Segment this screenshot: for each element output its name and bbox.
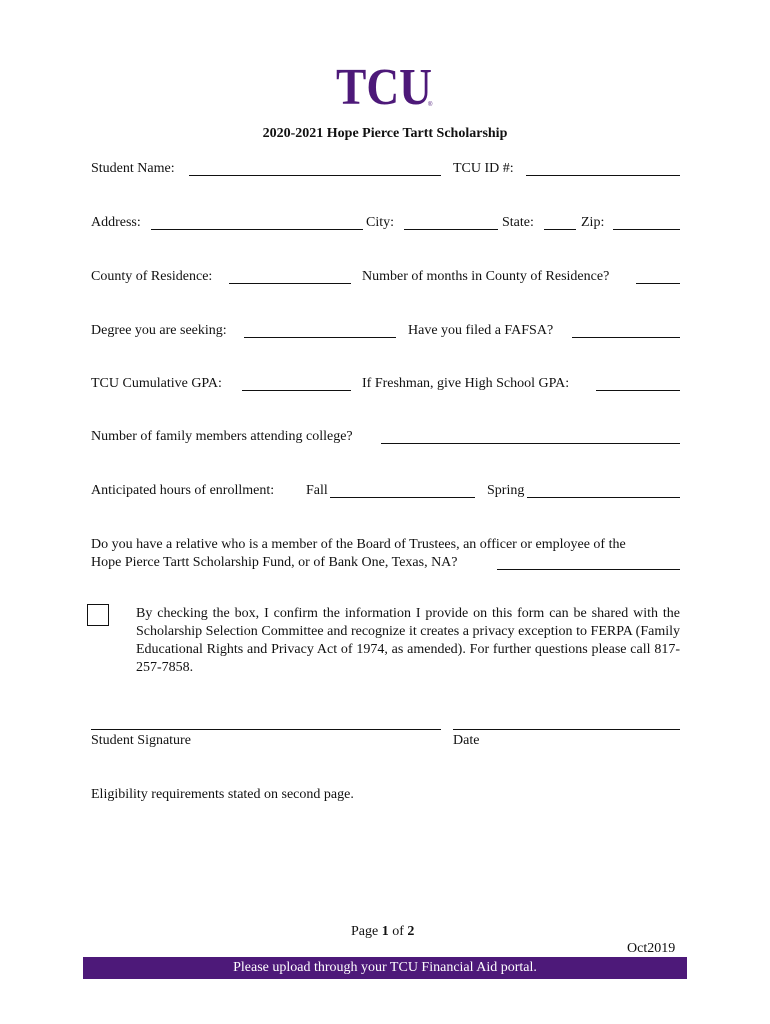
relative-question-line1: Do you have a relative who is a member of the Board of Trustees, an officer or employee of the xyxy=(91,537,626,552)
tcu-id-label: TCU ID #: xyxy=(453,161,514,176)
state-line[interactable] xyxy=(544,229,576,230)
relative-answer-line[interactable] xyxy=(497,569,680,570)
county-line[interactable] xyxy=(229,283,351,284)
page-of: of xyxy=(388,924,408,939)
page-number xyxy=(351,925,414,939)
form-title: 2020-2021 Hope Pierce Tartt Scholarship xyxy=(262,126,508,141)
months-in-county-label: Number of months in County of Residence? xyxy=(362,269,610,284)
relative-question-line2: Hope Pierce Tartt Scholarship Fund, or of Bank One, Texas, NA? xyxy=(91,555,458,570)
gpa-label: TCU Cumulative GPA: xyxy=(91,376,222,391)
consent-text: By checking the box, I confirm the information I provide on this form can be shared with the Scholarship Selection Committee and recognize it creates a privacy exception to FERPA (Family Educational Rights and Privacy Act of 1974, as amended). For further questions please call 817-257-7858. xyxy=(136,606,680,675)
spring-label: Spring xyxy=(487,483,525,498)
city-label: City: xyxy=(366,215,395,230)
state-label: State: xyxy=(502,215,534,230)
gpa-line[interactable] xyxy=(242,390,351,391)
fafsa-label: Have you filed a FAFSA? xyxy=(408,323,554,338)
footer-banner xyxy=(83,957,687,979)
hs-gpa-label: If Freshman, give High School GPA: xyxy=(362,376,570,391)
months-in-county-line[interactable] xyxy=(636,283,680,284)
student-signature-label: Student Signature xyxy=(91,733,191,748)
city-line[interactable] xyxy=(404,229,498,230)
consent-checkbox[interactable] xyxy=(87,604,109,626)
revision-date: Oct2019 xyxy=(627,941,676,956)
page-total: 2 xyxy=(407,924,415,939)
address-line[interactable] xyxy=(151,229,363,230)
address-label: Address: xyxy=(91,215,141,230)
student-signature-line[interactable] xyxy=(91,729,441,730)
tcu-logo xyxy=(336,60,434,110)
family-members-label: Number of family members attending college? xyxy=(91,429,353,444)
eligibility-note: Eligibility requirements stated on second page. xyxy=(91,787,354,802)
tcu-logo-text: TCU xyxy=(336,60,432,110)
degree-label: Degree you are seeking: xyxy=(91,323,227,338)
page-prefix: Page xyxy=(351,924,382,939)
date-line[interactable] xyxy=(453,729,680,730)
hs-gpa-line[interactable] xyxy=(596,390,680,391)
degree-line[interactable] xyxy=(244,337,396,338)
family-members-line[interactable] xyxy=(381,443,680,444)
zip-label: Zip: xyxy=(581,215,605,230)
fall-line[interactable] xyxy=(330,497,475,498)
county-label: County of Residence: xyxy=(91,269,213,284)
date-label: Date xyxy=(453,733,480,748)
tcu-id-line[interactable] xyxy=(526,175,680,176)
student-name-line[interactable] xyxy=(189,175,441,176)
registered-mark: ® xyxy=(428,102,433,108)
page-current: 1 xyxy=(381,924,389,939)
fafsa-line[interactable] xyxy=(572,337,680,338)
footer-text: Please upload through your TCU Financial Aid portal. xyxy=(233,960,537,975)
student-name-label: Student Name: xyxy=(91,161,175,176)
spring-line[interactable] xyxy=(527,497,680,498)
zip-line[interactable] xyxy=(613,229,680,230)
hours-label: Anticipated hours of enrollment: xyxy=(91,483,275,498)
fall-label: Fall xyxy=(306,483,328,498)
